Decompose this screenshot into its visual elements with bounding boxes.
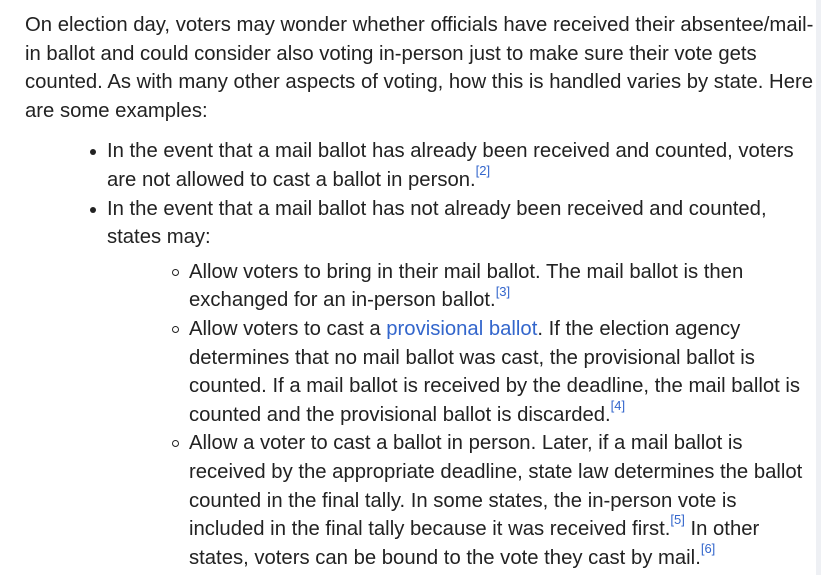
reference-link-6[interactable]: [6] bbox=[700, 540, 716, 556]
bullet-item-counted bbox=[107, 137, 817, 194]
reference-link-5[interactable]: [5] bbox=[670, 512, 685, 528]
reference-link-4[interactable]: [4] bbox=[610, 397, 626, 413]
sub-bullet-text-after: In other states, voters can be bound to the vote they cast by mail. bbox=[189, 518, 760, 569]
bullet-item-not-counted bbox=[107, 195, 817, 573]
intro-paragraph: On election day, voters may wonder whether officials have received their absentee/mail-in ballot and could consider also voting in-person just to make sure their vote gets counted. As with many other aspects of voting, how this is handled varies by state. Here are some examples: bbox=[25, 14, 814, 122]
sub-bullet-in-person bbox=[189, 429, 817, 572]
sub-bullet-text-before: Allow voters to cast a bbox=[189, 317, 387, 340]
provisional-ballot-link[interactable]: provisional ballot bbox=[386, 317, 538, 340]
sub-bullet-text-after: . If the election agency determines that no mail ballot was cast, the provisional ballot is counted. If a mail ballot is received by the deadline, the mail ballot is counted and the provisional ballot is discarded. bbox=[189, 317, 801, 426]
reference-link-3[interactable]: [3] bbox=[495, 283, 511, 299]
article-section bbox=[25, 11, 817, 572]
bullet-list bbox=[25, 137, 817, 572]
bullet-text: In the event that a mail ballot has not already been received and counted, states may: bbox=[107, 197, 767, 249]
bullet-text: In the event that a mail ballot has already been received and counted, voters are not allowed to cast a ballot in person. bbox=[107, 140, 794, 191]
sub-bullet-provisional bbox=[189, 315, 817, 429]
sub-bullet-exchange bbox=[189, 258, 817, 315]
sub-bullet-list bbox=[107, 258, 817, 573]
sub-bullet-text-before: Allow a voter to cast a ballot in person. Later, if a mail ballot is received by the appropriate deadline, state law determines the ballot counted in the final tally. In some states, the in-person vote is included in the final tally because it was received first. bbox=[189, 432, 803, 541]
sub-bullet-text: Allow voters to bring in their mail ballot. The mail ballot is then exchanged for an in-person ballot. bbox=[189, 260, 744, 312]
reference-link-2[interactable]: [2] bbox=[475, 163, 491, 179]
